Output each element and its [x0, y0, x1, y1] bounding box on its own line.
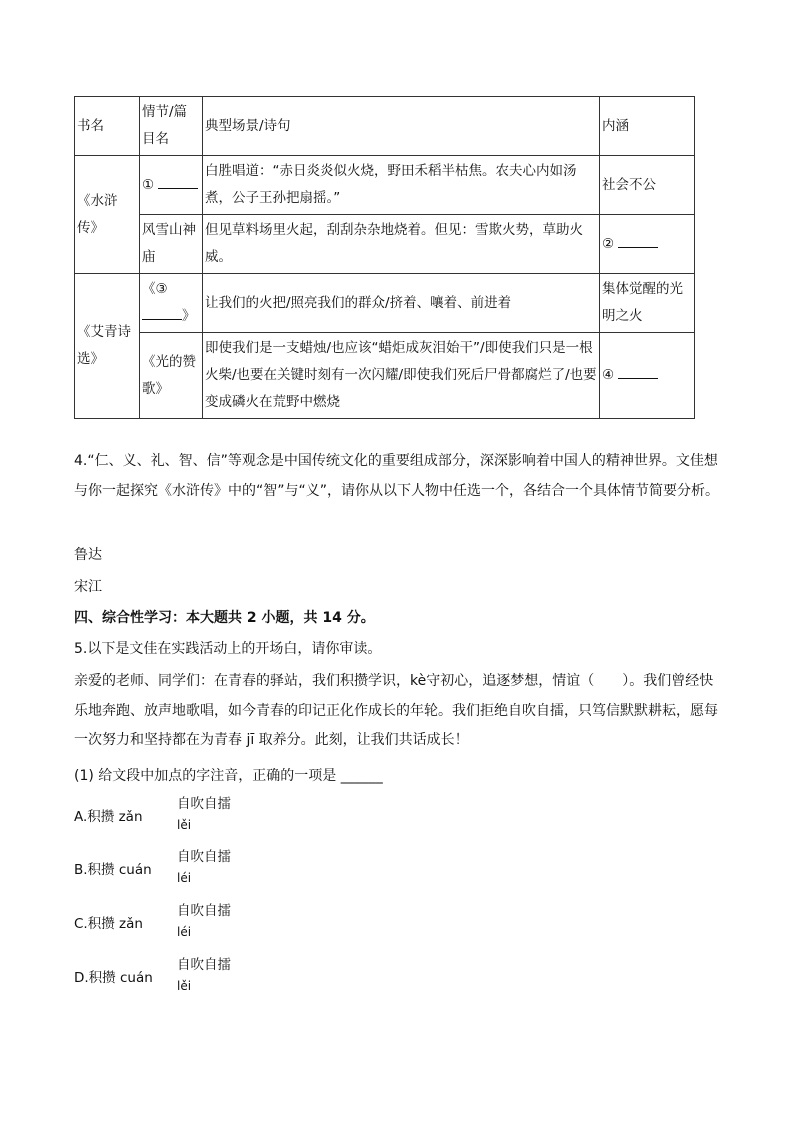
- question-5-intro: 5.以下是文佳在实践活动上的开场白，请你审读。: [74, 641, 382, 657]
- question-4: 4.“仁、义、礼、智、信”等观念是中国传统文化的重要组成部分，深深影响着中国人的精神世界。文佳想与你一起探究《水浒传》中的“智”与“义”，请你从以下人物中任选一个，各结合一个具体情节简要分析。: [74, 453, 720, 499]
- book-shuihu: 《水浒传》: [75, 156, 140, 274]
- scene-cell: 白胜唱道：“赤日炎炎似火烧，野田禾稻半枯焦。农夫心内如汤煮，公子王孙把扇摇。”: [203, 156, 600, 215]
- question-5-passage: 亲爱的老师、同学们：在青春的驿站，我们积攒学识，kè守初心，追逐梦想，情谊（ ）。我们曾经快乐地奔跑、放声地歌唱，如今青春的印记正化作成长的年轮。我们拒绝自吹自擂，只笃信默默耕耘，愿每一次努力和坚持都在为青春 jī 取养分。此刻，让我们共话成长！: [74, 673, 718, 748]
- chapter-suffix: 》: [182, 308, 196, 324]
- section-heading: [74, 604, 375, 633]
- option-d-pinyin: lěi: [177, 979, 192, 993]
- blank-line: [618, 233, 658, 248]
- chapter-cell: 风雪山神庙: [140, 215, 203, 274]
- header-book: 书名: [75, 97, 140, 156]
- option-d-phrase: 自吹自擂: [177, 957, 231, 973]
- table-row: [75, 215, 695, 274]
- table-row: [75, 156, 695, 215]
- meaning-blank-4: [600, 333, 695, 419]
- header-meaning: 内涵: [600, 97, 695, 156]
- section-prefix: 四、综合性学习：: [74, 610, 186, 626]
- meaning-blank-2: [600, 215, 695, 274]
- table-header-row: [75, 97, 695, 156]
- option-b-phrase: 自吹自擂: [177, 849, 231, 865]
- header-scene: 典型场景/诗句: [203, 97, 600, 156]
- header-chapter: 情节/篇目名: [140, 97, 203, 156]
- chapter-cell: 《光的赞歌》: [140, 333, 203, 419]
- option-c[interactable]: C.积攒 zǎn: [74, 916, 143, 932]
- option-a-pinyin: lěi: [177, 818, 192, 832]
- answer-option-luda: 鲁达: [74, 547, 102, 563]
- blank-label-2: ②: [602, 235, 615, 252]
- section-score: 本大题共 2 小题，共 14 分。: [186, 610, 375, 626]
- option-b[interactable]: B.积攒 cuán: [74, 862, 152, 878]
- table-row: [75, 274, 695, 333]
- blank-line: [142, 305, 182, 320]
- option-a-phrase: 自吹自擂: [177, 796, 231, 812]
- option-c-pinyin: léi: [177, 925, 192, 939]
- table-row: [75, 333, 695, 419]
- sub-question-1: (1) 给文段中加点的字注音，正确的一项是 ______: [74, 768, 383, 784]
- scene-cell: 让我们的火把/照亮我们的群众/挤着、嚷着、前进着: [203, 274, 600, 333]
- blank-label-3: 《③: [142, 281, 168, 297]
- blank-label-1: ①: [142, 176, 155, 193]
- meaning-cell: 集体觉醒的光明之火: [600, 274, 695, 333]
- blank-line: [158, 174, 198, 189]
- chapter-blank-1: [140, 156, 203, 215]
- blank-line: [618, 364, 658, 379]
- scene-cell: 但见草料场里火起，刮刮杂杂地烧着。但见：雪欺火势，草助火威。: [203, 215, 600, 274]
- blank-label-4: ④: [602, 367, 615, 383]
- answer-option-songjiang: 宋江: [74, 579, 102, 595]
- meaning-cell: 社会不公: [600, 156, 695, 215]
- option-b-pinyin: léi: [177, 871, 192, 885]
- literature-table: [74, 96, 695, 419]
- option-a[interactable]: A.积攒 zǎn: [74, 809, 143, 825]
- book-aiqing: 《艾青诗选》: [75, 274, 140, 419]
- scene-cell: 即使我们是一支蜡烛/也应该“蜡炬成灰泪始干”/即使我们只是一根火柴/也要在关键时刻有一次闪耀/即使我们死后尸骨都腐烂了/也要变成磷火在荒野中燃烧: [203, 333, 600, 419]
- option-d[interactable]: D.积攒 cuán: [74, 970, 153, 986]
- chapter-blank-3: [140, 274, 203, 333]
- option-c-phrase: 自吹自擂: [177, 903, 231, 919]
